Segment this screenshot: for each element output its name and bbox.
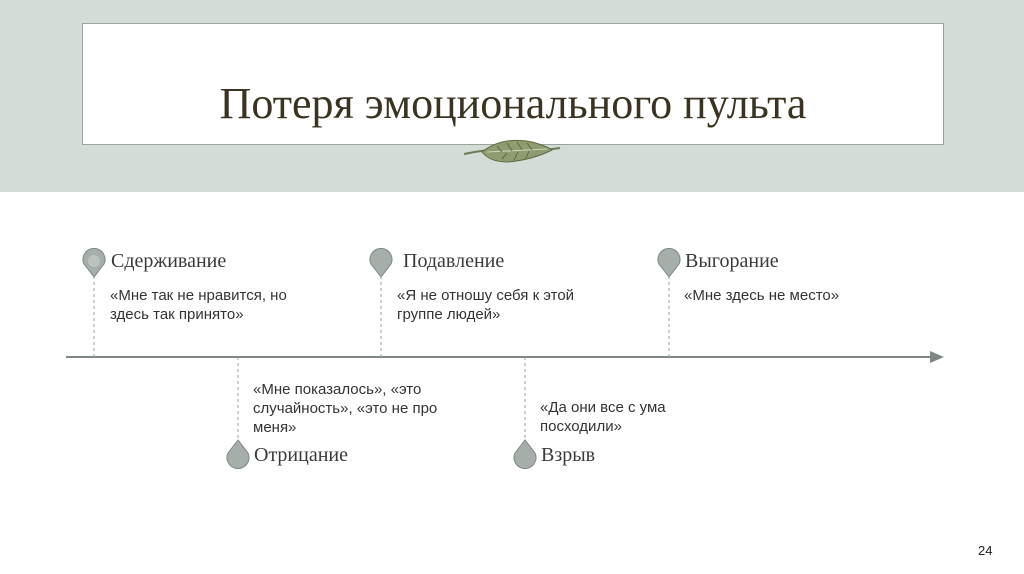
page-title: Потеря эмоционального пульта xyxy=(219,79,807,128)
stage-label: Выгорание xyxy=(685,250,779,272)
stage-quote: «Мне так не нравится, но здесь так принято» xyxy=(110,287,287,323)
axis-arrow-icon xyxy=(930,351,944,363)
marker-pin-icon xyxy=(370,248,392,277)
stage-quote: «Мне показалось», «это случайность», «это не про меня» xyxy=(253,381,438,436)
stage-quote: «Я не отношу себя к этой группе людей» xyxy=(397,287,575,323)
marker-pin-icon xyxy=(83,248,105,277)
stage-label: Сдерживание xyxy=(111,250,227,272)
marker-pin-icon xyxy=(514,440,536,469)
stage-label: Отрицание xyxy=(254,444,348,466)
marker-pin-icon xyxy=(658,248,680,277)
stage-label: Подавление xyxy=(403,250,505,272)
page-number: 24 xyxy=(978,543,993,558)
stage-quote: «Мне здесь не место» xyxy=(684,287,840,304)
stage-label: Взрыв xyxy=(541,444,596,466)
stage-quote: «Да они все с ума посходили» xyxy=(540,399,666,435)
marker-pin-icon xyxy=(227,440,249,469)
